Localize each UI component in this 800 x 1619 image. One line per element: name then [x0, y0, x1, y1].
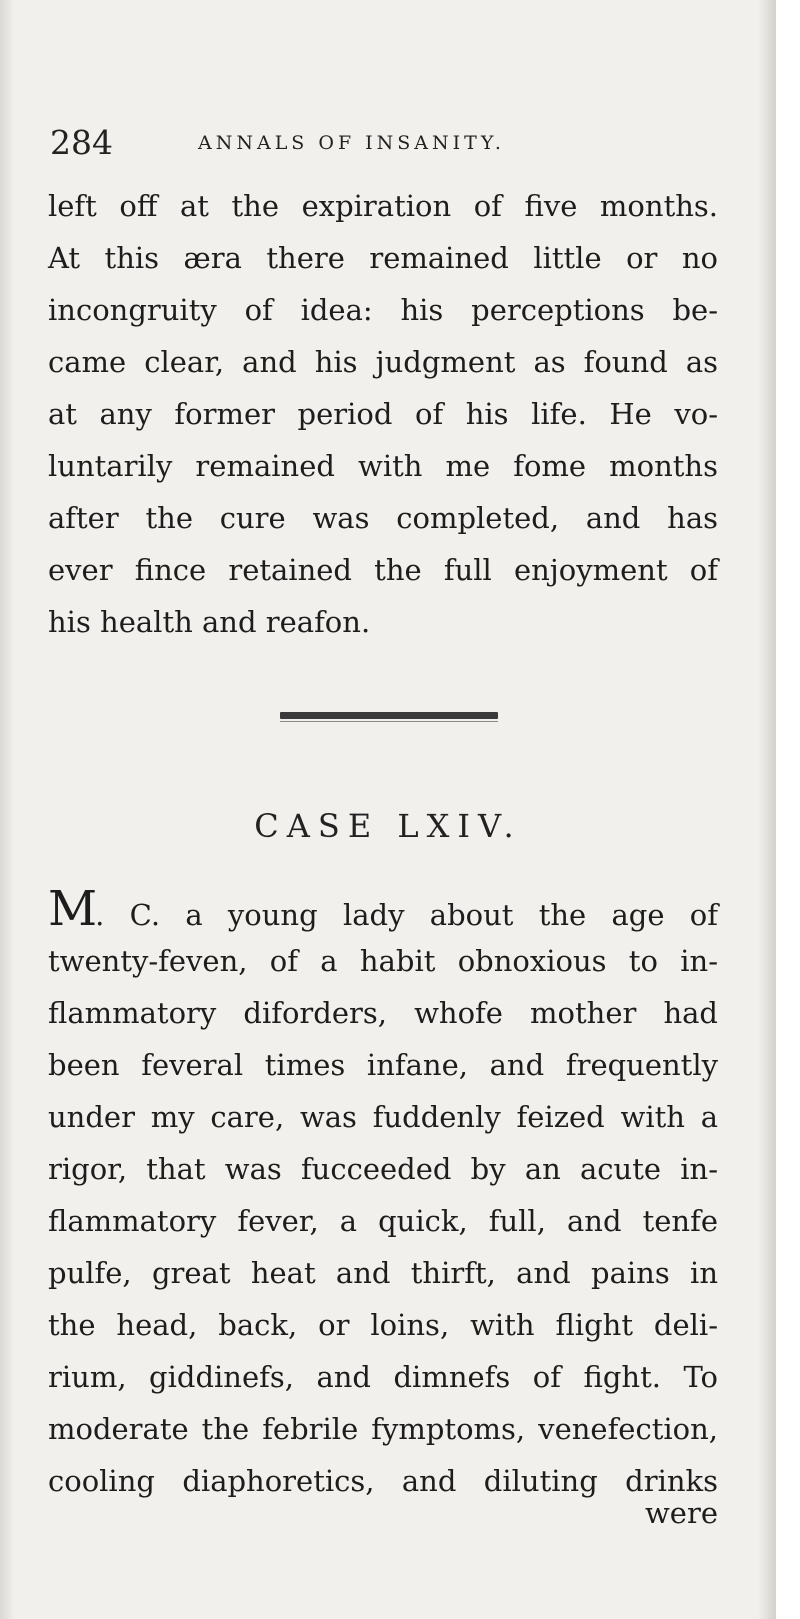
text-line: rigor, that was fucceeded by an acute in-: [48, 1152, 718, 1186]
text-line: incongruity of idea: his perceptions be-: [48, 293, 718, 327]
text-line: left off at the expiration of five months.: [48, 189, 718, 223]
text-line: the head, back, or loins, with flight deli-: [48, 1308, 718, 1342]
paragraph-case-lxiv: [48, 883, 718, 1507]
text-line: pulfe, great heat and thirft, and pains in: [48, 1256, 718, 1290]
running-title: ANNALS OF INSANITY.: [198, 132, 505, 154]
text-line-with-dropcap: [48, 883, 718, 935]
text-line: flammatory fever, a quick, full, and tenfe: [48, 1204, 718, 1238]
text-line: flammatory diforders, whofe mother had: [48, 996, 718, 1030]
text-line: after the cure was completed, and has: [48, 501, 718, 535]
text-line: been feveral times infane, and frequently: [48, 1048, 718, 1082]
text-line: cooling diaphoretics, and diluting drinks: [48, 1464, 718, 1498]
text-line: under my care, was fuddenly feized with a: [48, 1100, 718, 1134]
text-line: came clear, and his judgment as found as: [48, 345, 718, 379]
page-number: 284: [50, 123, 113, 162]
text-line: his health and reafon.: [48, 605, 371, 639]
paragraph-case-end: [48, 180, 718, 648]
text-line: twenty-feven, of a habit obnoxious to in-: [48, 944, 718, 978]
text-line: rium, giddinefs, and dimnefs of fight. To: [48, 1360, 718, 1394]
section-divider-rule: [280, 712, 498, 719]
case-heading: CASE LXIV.: [254, 807, 522, 845]
page-header: [50, 118, 730, 168]
text-line: ever fince retained the full enjoyment of: [48, 553, 718, 587]
first-line-text: . C. a young lady about the age of: [95, 898, 718, 932]
text-line: moderate the febrile fymptoms, venefection,: [48, 1412, 718, 1446]
text-line: luntarily remained with me fome months: [48, 449, 718, 483]
text-line: at any former period of his life. He vo-: [48, 397, 718, 431]
catchword: were: [644, 1496, 718, 1530]
text-line: At this æra there remained little or no: [48, 241, 718, 275]
drop-cap: M: [48, 881, 96, 937]
